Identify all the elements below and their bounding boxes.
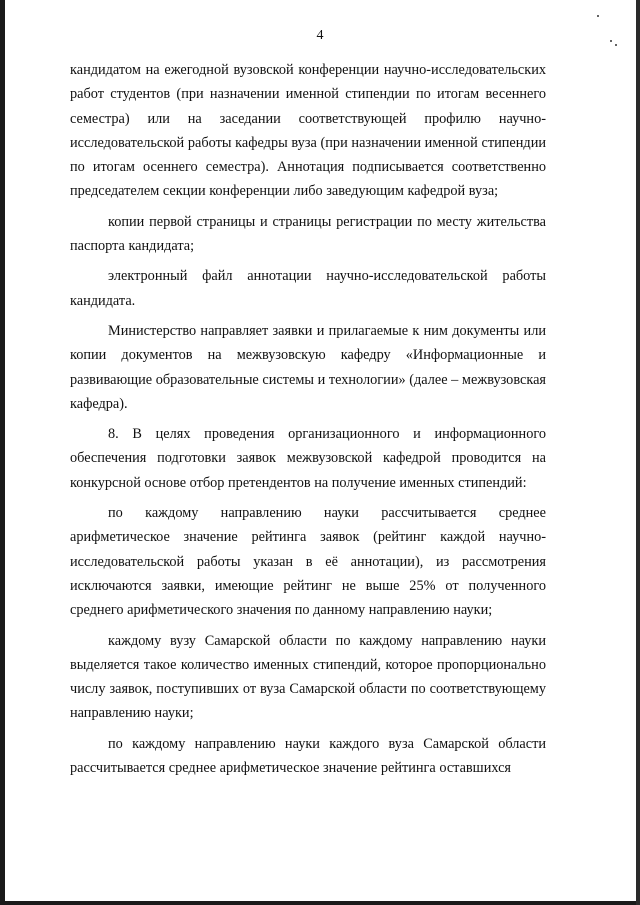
paragraph-2: копии первой страницы и страницы регистрации по месту жительства паспорта кандидата;: [70, 213, 546, 255]
paragraph-8: по каждому направлению науки каждого вуза Самарской области рассчитывается среднее арифметическое значение рейтинга оставшихся: [70, 735, 546, 777]
page-number: 4: [316, 28, 324, 43]
scan-border-right: [636, 0, 640, 905]
scan-speck: [615, 44, 617, 46]
paragraph-7: каждому вузу Самарской области по каждому направлению науки выделяется такое количество именных стипендий, которое пропорционально числу заявок, поступивших от вуза Самарской области по соответствующему направлению науки;: [70, 632, 546, 722]
scan-speck: [597, 15, 599, 17]
paragraph-3: электронный файл аннотации научно-исследовательской работы кандидата.: [70, 268, 546, 309]
document-body: [70, 58, 546, 780]
paragraph-5: 8. В целях проведения организационного и информационного обеспечения подготовки заявок межвузовской кафедрой проводится на конкурсной основе отбор претендентов на получение именных стипендий:: [70, 426, 546, 491]
paragraph-4: Министерство направляет заявки и прилагаемые к ним документы или копии документов на межвузовскую кафедру «Информационные и развивающие образовательные системы и технологии» (далее – межвузовская кафедра).: [70, 322, 546, 412]
paragraph-1: кандидатом на ежегодной вузовской конференции научно-исследовательских работ студентов (при назначении именной стипендии по итогам весеннего семестра) или на заседании соответствующей профилю научно-исследовательской работы кафедры вуза (при назначении именной стипендии по итогам осеннего семестра). Аннотация подписывается соответственно председателем секции конференции либо заведующим кафедрой вуза;: [70, 62, 546, 200]
scan-border-bottom: [5, 901, 636, 905]
paragraph-6: по каждому направлению науки рассчитывается среднее арифметическое значение рейтинга заявок (рейтинг каждой научно-исследовательской работы указан в её аннотации), из рассмотрения исключаются заявки, имеющие рейтинг не выше 25% от полученного среднего арифметического значения по данному направлению науки;: [70, 505, 546, 619]
scan-border-left: [0, 0, 5, 905]
